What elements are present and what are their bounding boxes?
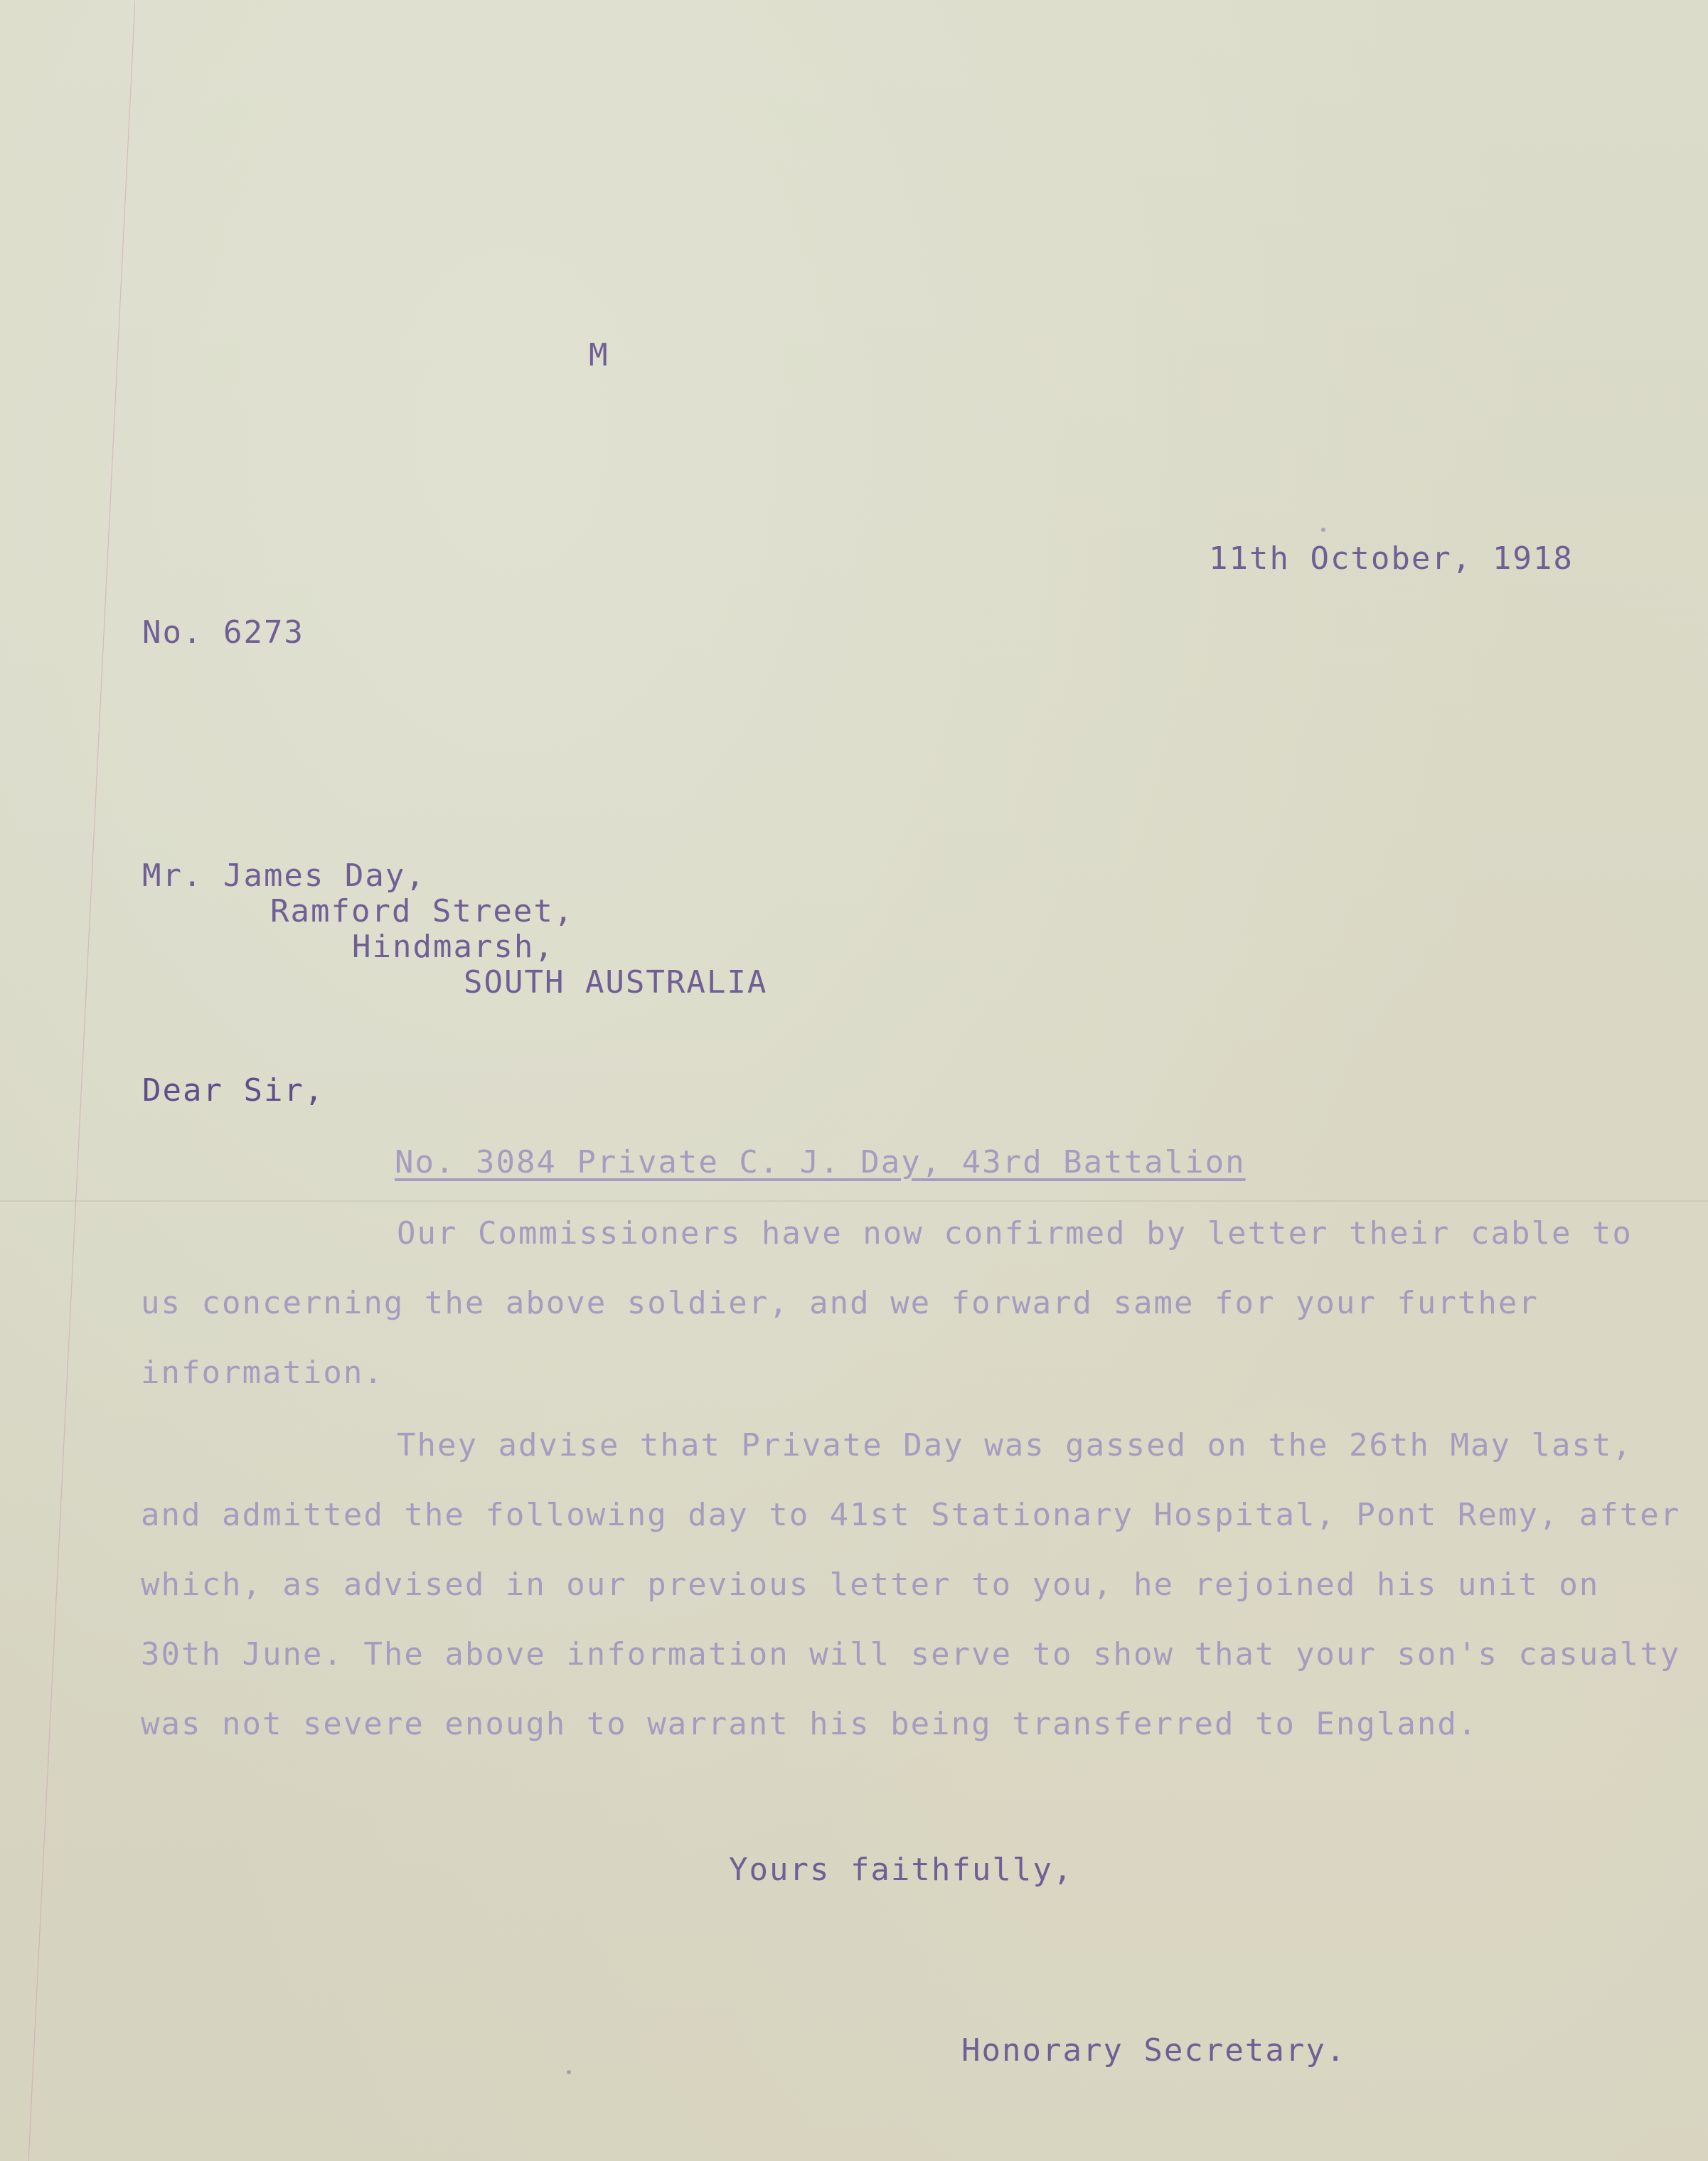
- ink-mark: [567, 2070, 571, 2074]
- addressee-street: Ramford Street,: [270, 893, 575, 929]
- paragraph-1: Our Commissioners have now confirmed by letter their cable to us concerning the above soldier, and we forward same for your further information.: [141, 1215, 1633, 1391]
- closing: Yours faithfully,: [729, 1852, 1074, 1888]
- letter-date: 11th October, 1918: [1209, 540, 1574, 577]
- reference-number: No. 6273: [142, 614, 304, 651]
- margin-rule: [28, 0, 135, 2161]
- subject-line: No. 3084 Private C. J. Day, 43rd Battalion: [395, 1144, 1246, 1180]
- salutation: Dear Sir,: [142, 1072, 325, 1109]
- header-initial: M: [589, 337, 609, 373]
- addressee-name: Mr. James Day,: [142, 858, 426, 894]
- ink-mark: [1321, 528, 1325, 532]
- addressee-suburb: Hindmarsh,: [352, 929, 555, 965]
- addressee-state: SOUTH AUSTRALIA: [464, 964, 768, 1001]
- signatory-title: Honorary Secretary.: [961, 2032, 1347, 2069]
- paragraph-2: They advise that Private Day was gassed on the 26th May last, and admitted the following day to 41st Stationary Hospital, Pont Remy, after which, as advised in our previous letter to you, he rejoined his unit on 30th June. The above information will serve to show that your son's casualty was not severe enough to warrant his being transferred to England.: [141, 1427, 1681, 1742]
